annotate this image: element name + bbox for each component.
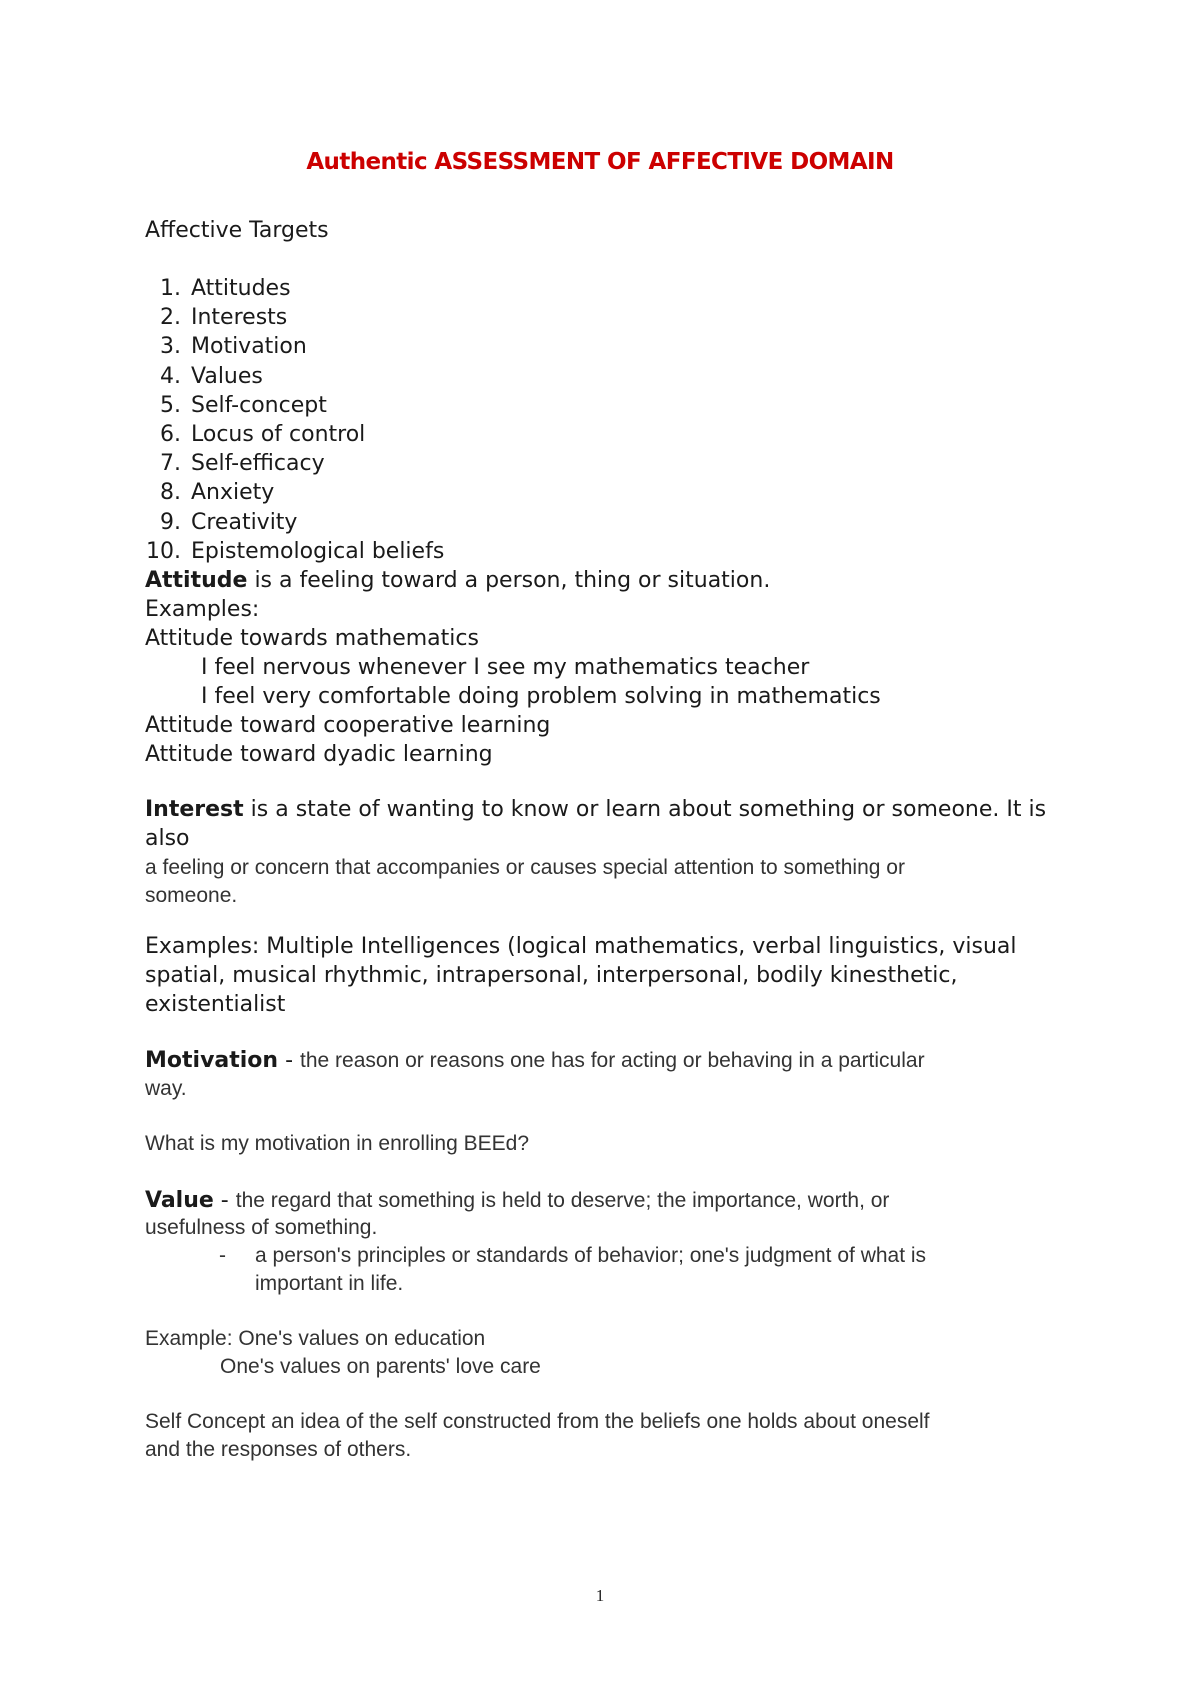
target-item-label: Interests [191,305,288,330]
interest-sans-line-2: someone. [145,884,238,907]
attitude-example-3: Attitude toward dyadic learning [145,742,493,767]
target-item [145,449,325,478]
target-item [145,508,297,537]
target-item [145,362,263,391]
target-item-number: 9. [160,510,181,535]
interest-examples-line-1: Examples: Multiple Intelligences (logical mathematics, verbal linguistics, visual [145,934,1017,959]
value-dash: - [213,1188,236,1213]
target-item-label: Self-efficacy [191,451,325,476]
value-definition [145,1186,889,1215]
target-item-label: Self-concept [191,393,327,418]
attitude-example-1: Attitude towards mathematics [145,626,479,651]
interest-definition-cont: also [145,826,190,851]
interest-term: Interest [145,797,244,822]
motivation-dash: - [278,1048,301,1073]
page-title: Authentic ASSESSMENT OF AFFECTIVE DOMAIN [306,149,894,175]
interest-definition [145,795,1046,824]
target-item-number: 4. [160,364,181,389]
attitude-definition [145,566,770,595]
target-item-label: Epistemological beliefs [191,539,445,564]
target-item-label: Motivation [191,334,307,359]
target-item-number: 5. [160,393,181,418]
interest-examples-line-2: spatial, musical rhythmic, intrapersonal, interpersonal, bodily kinesthetic, [145,963,958,988]
target-item [145,274,291,303]
target-item-number: 2. [160,305,181,330]
attitude-example-1b: I feel very comfortable doing problem solving in mathematics [201,684,881,709]
target-item-number: 6. [160,422,181,447]
motivation-definition [145,1046,925,1075]
motivation-question: What is my motivation in enrolling BEEd? [145,1132,529,1155]
target-item [145,391,327,420]
target-item-label: Attitudes [191,276,291,301]
self-concept-line-1: Self Concept an idea of the self constructed from the beliefs one holds about oneself [145,1410,930,1433]
attitude-definition-text: is a feeling toward a person, thing or situation. [247,568,771,593]
interest-definition-text: is a state of wanting to know or learn about something or someone. It is [243,797,1047,822]
target-item-number: 3. [160,334,181,359]
attitude-example-1a: I feel nervous whenever I see my mathematics teacher [201,655,810,680]
value-term: Value [145,1188,214,1213]
value-sub-line-1: a person's principles or standards of behavior; one's judgment of what is [255,1244,927,1267]
target-item-number: 7. [160,451,181,476]
motivation-definition-text: the reason or reasons one has for acting or behaving in a particular [300,1049,925,1072]
value-definition-text: the regard that something is held to deserve; the importance, worth, or [235,1189,890,1212]
attitude-example-2: Attitude toward cooperative learning [145,713,551,738]
value-example-line-2: One's values on parents' love care [220,1355,541,1378]
interest-sans-line-1: a feeling or concern that accompanies or causes special attention to something or [145,856,905,879]
value-definition-cont: usefulness of something. [145,1216,378,1239]
value-bullet: - [219,1244,226,1267]
target-item [145,303,287,332]
value-sub-line-2: important in life. [255,1272,404,1295]
target-item-number: 10. [146,539,181,564]
target-item-label: Creativity [191,510,298,535]
motivation-definition-cont: way. [145,1077,187,1100]
page-number: 1 [595,1586,605,1605]
target-item-number: 8. [160,480,181,505]
target-item [145,537,444,566]
target-item-number: 1. [160,276,181,301]
value-example-line-1: Example: One's values on education [145,1327,486,1350]
targets-heading: Affective Targets [145,218,329,243]
target-item-label: Locus of control [191,422,366,447]
target-item [145,478,274,507]
target-item [145,420,365,449]
motivation-term: Motivation [145,1048,279,1073]
target-item [145,332,307,361]
self-concept-line-2: and the responses of others. [145,1438,412,1461]
attitude-term: Attitude [145,568,248,593]
target-item-label: Anxiety [191,480,275,505]
interest-examples-line-3: existentialist [145,992,286,1017]
target-item-label: Values [191,364,263,389]
attitude-examples-label: Examples: [145,597,260,622]
